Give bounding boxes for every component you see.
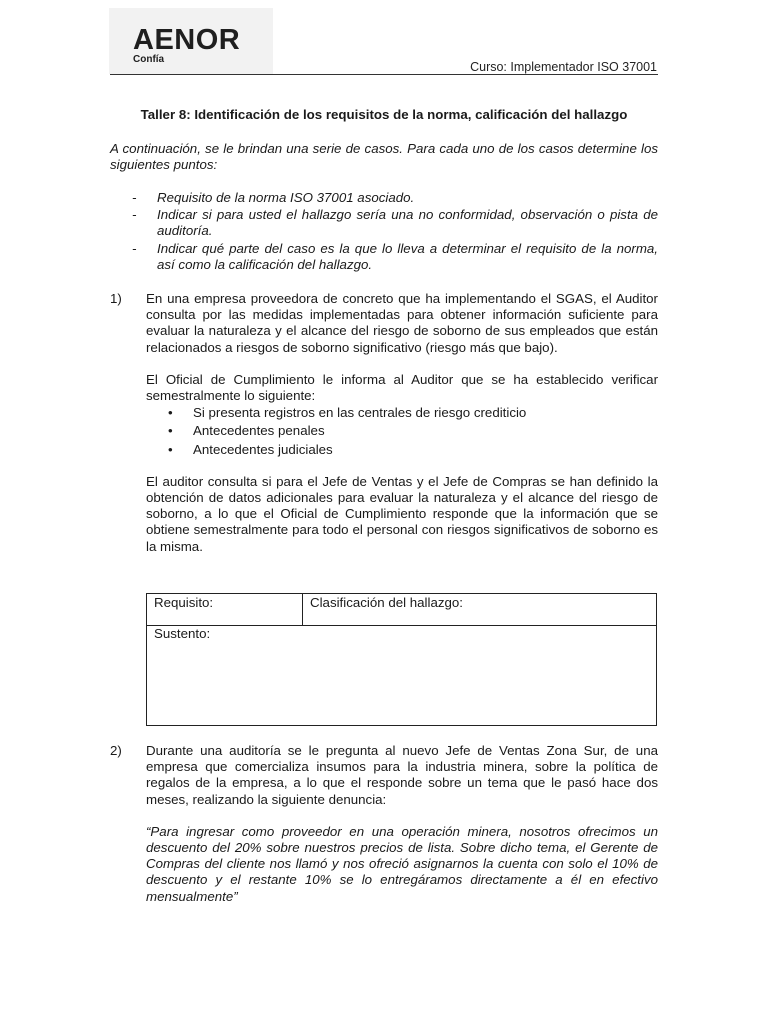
aenor-logo <box>109 8 273 74</box>
case-number: 1) <box>110 291 122 306</box>
verification-item: • Si presenta registros en las centrales de riesgo crediticio <box>168 405 527 421</box>
case-quote: “Para ingresar como proveedor en una operación minera, nosotros ofrecimos un descuento del 20% sobre nuestros precios de lista. Sobre dicho tema, el Gerente de Compras del cliente nos llamó y nos ofreció asignarnos la cuenta con solo el 10% de descuento y el restante 10% se lo entregáramos directamente a él en efectivo mensualmente” <box>146 823 658 904</box>
verification-list <box>146 405 658 458</box>
clasificacion-label: Clasificación del hallazgo: <box>310 595 463 610</box>
dash-bullet: - <box>132 207 137 223</box>
verification-item: • Antecedentes judiciales <box>168 441 333 457</box>
answer-table <box>146 593 657 726</box>
case-paragraph: En una empresa proveedora de concreto que ha implementando el SGAS, el Auditor consulta por las medidas implementadas para obtener información suficiente para evaluar la naturaleza y el alcance del riesgo de soborno de sus empleados que están relacionados a riesgos de soborno significativo (riesgo más que bajo). <box>146 291 658 355</box>
course-title: Curso: Implementador ISO 37001 <box>470 60 657 74</box>
page-title: Taller 8: Identificación de los requisitos de la norma, calificación del hallazgo <box>140 107 628 122</box>
instruction-item: - Indicar qué parte del caso es la que lo lleva a determinar el requisito de la norma, así como la calificación del hallazgo. <box>132 240 658 272</box>
requisito-label: Requisito: <box>154 595 214 610</box>
instructions-list <box>110 190 658 274</box>
case-body <box>146 291 658 571</box>
intro-paragraph: A continuación, se le brindan una serie de casos. Para cada uno de los casos determine los siguientes puntos: <box>110 141 658 173</box>
sustento-label: Sustento: <box>154 626 211 641</box>
logo-tagline: Confía <box>133 54 165 65</box>
case-paragraph: El Oficial de Cumplimiento le informa al Auditor que se ha establecido verificar semestralmente lo siguiente: <box>146 371 658 404</box>
verification-item: • Antecedentes penales <box>168 423 325 439</box>
requisito-cell[interactable] <box>147 594 303 625</box>
case-number: 2) <box>110 743 122 758</box>
clasificacion-cell[interactable] <box>303 594 656 625</box>
logo-wordmark: AENOR <box>133 24 241 56</box>
dash-bullet: - <box>132 240 137 256</box>
sustento-cell[interactable] <box>147 626 656 725</box>
case-body <box>146 743 658 921</box>
case-paragraph: El auditor consulta si para el Jefe de Ventas y el Jefe de Compras se han definido la obtención de datos adicionales para evaluar la naturaleza y el alcance del riesgo de soborno, a lo que el Oficial de Cumplimiento responde que la información que se obtiene semestralmente para todo el personal con riesgos significativos de soborno es la misma. <box>146 473 658 554</box>
dash-bullet: - <box>132 190 137 205</box>
instruction-item: - Indicar si para usted el hallazgo sería una no conformidad, observación o pista de auditoría. <box>132 207 658 239</box>
header-divider <box>110 74 658 75</box>
bullet-dot: • <box>168 423 173 439</box>
instruction-item: - Requisito de la norma ISO 37001 asociado. <box>132 190 415 205</box>
answer-row <box>147 594 656 626</box>
bullet-dot: • <box>168 441 173 457</box>
case-paragraph: Durante una auditoría se le pregunta al nuevo Jefe de Ventas Zona Sur, de una empresa que comercializa insumos para la industria minera, sobre la política de regalos de la empresa, a lo que el responde sobre un tema que le pasó hace dos meses, realizando la siguiente denuncia: <box>146 743 658 807</box>
bullet-dot: • <box>168 405 173 421</box>
